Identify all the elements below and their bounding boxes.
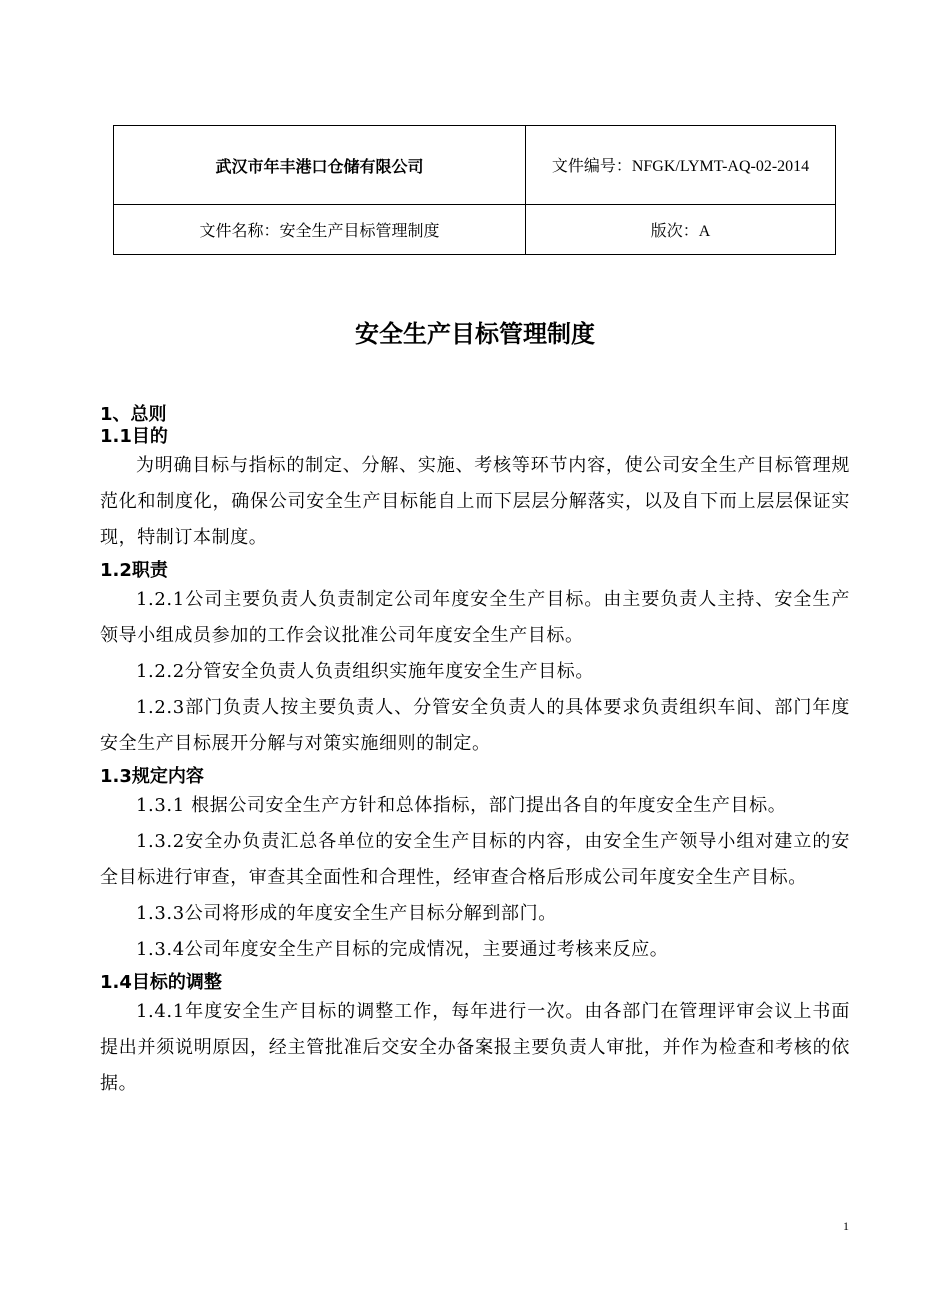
paragraph-1-3-1: 1.3.1 根据公司安全生产方针和总体指标，部门提出各自的年度安全生产目标。 bbox=[136, 795, 787, 816]
page-number: 1 bbox=[843, 1219, 849, 1233]
document-body bbox=[100, 404, 850, 1102]
heading-purpose: 1.1目的 bbox=[100, 426, 168, 447]
paragraph-1-4-1: 1.4.1年度安全生产目标的调整工作，每年进行一次。由各部门在管理评审会议上书面提出并须说明原因，经主管批准后交安全办备案报主要负责人审批，并作为检查和考核的依据。 bbox=[100, 1001, 850, 1094]
paragraph-1-2-1: 1.2.1公司主要负责人负责制定公司年度安全生产目标。由主要负责人主持、安全生产领导小组成员参加的工作会议批准公司年度安全生产目标。 bbox=[100, 589, 850, 646]
paragraph-1-3-4: 1.3.4公司年度安全生产目标的完成情况，主要通过考核来反应。 bbox=[136, 939, 669, 960]
company-name: 武汉市年丰港口仓储有限公司 bbox=[114, 126, 526, 205]
paragraph-1-2-3: 1.2.3部门负责人按主要负责人、分管安全负责人的具体要求负责组织车间、部门年度安全生产目标展开分解与对策实施细则的制定。 bbox=[100, 697, 850, 754]
heading-adjustment: 1.4目标的调整 bbox=[100, 972, 222, 993]
document-number: 文件编号：NFGK/LYMT-AQ-02-2014 bbox=[526, 126, 836, 205]
document-header-table bbox=[113, 125, 836, 255]
paragraph-1-2-2: 1.2.2分管安全负责人负责组织实施年度安全生产目标。 bbox=[136, 661, 594, 682]
document-version: 版次：A bbox=[526, 205, 836, 255]
heading-provisions: 1.3规定内容 bbox=[100, 766, 204, 787]
paragraph-purpose: 为明确目标与指标的制定、分解、实施、考核等环节内容，使公司安全生产目标管理规范化和制度化，确保公司安全生产目标能自上而下层层分解落实，以及自下而上层层保证实现，特制订本制度。 bbox=[100, 455, 850, 548]
page-title: 安全生产目标管理制度 bbox=[355, 320, 595, 348]
document-name: 文件名称：安全生产目标管理制度 bbox=[114, 205, 526, 255]
paragraph-1-3-2: 1.3.2安全办负责汇总各单位的安全生产目标的内容，由安全生产领导小组对建立的安全目标进行审查，审查其全面性和合理性，经审查合格后形成公司年度安全生产目标。 bbox=[100, 831, 850, 888]
heading-responsibilities: 1.2职责 bbox=[100, 560, 168, 581]
paragraph-1-3-3: 1.3.3公司将形成的年度安全生产目标分解到部门。 bbox=[136, 903, 557, 924]
heading-general: 1、总则 bbox=[100, 404, 167, 425]
